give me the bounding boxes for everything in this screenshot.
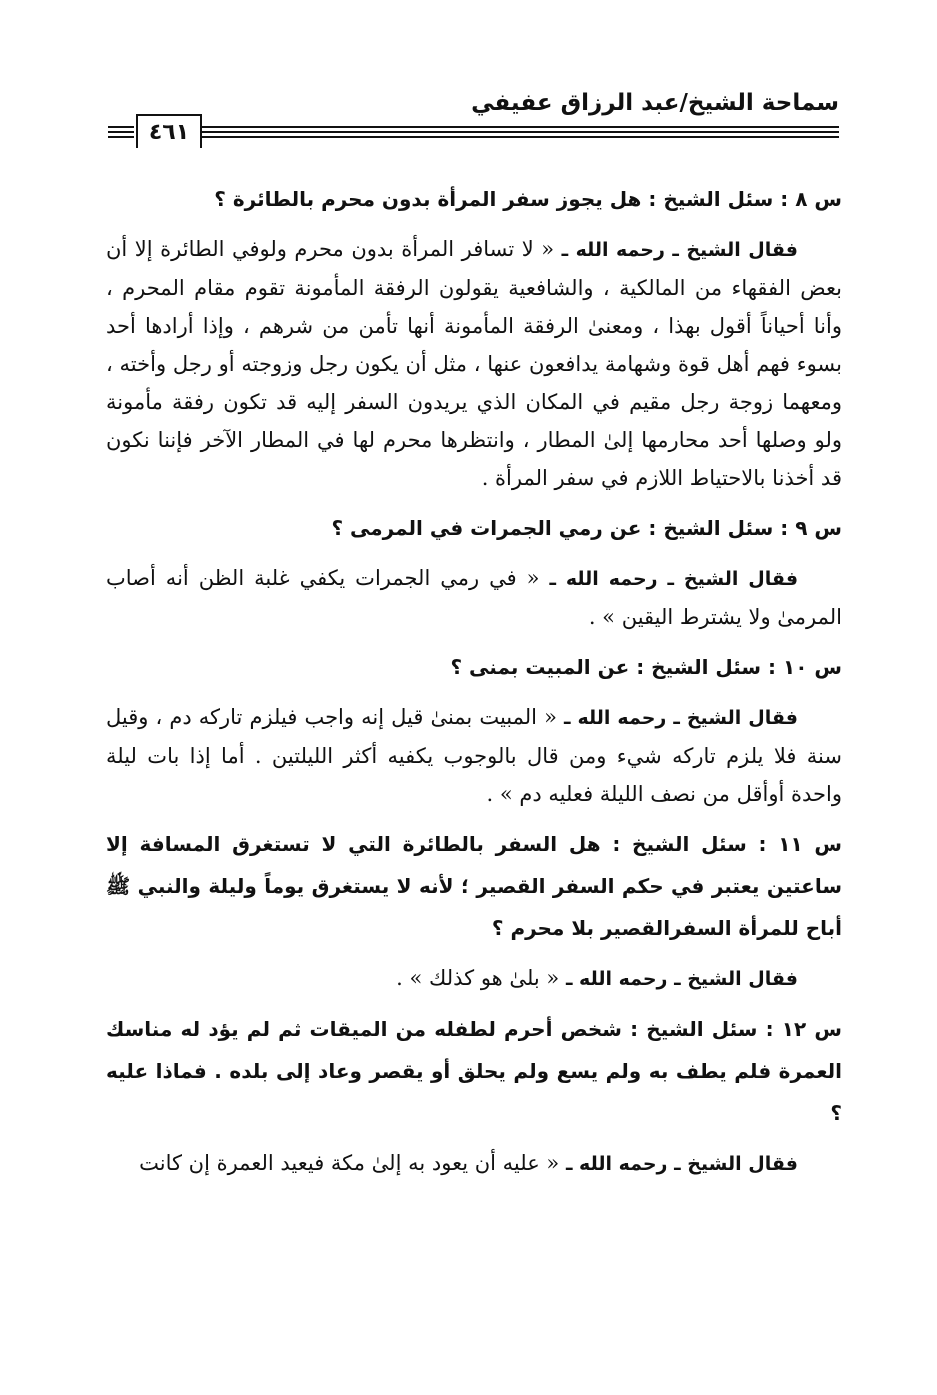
- answer-lead: فقال الشيخ ـ رحمه الله ـ: [561, 239, 798, 261]
- page-header: [108, 90, 839, 150]
- page-number: ٤٦١: [136, 114, 202, 148]
- answer-text: « لا تسافر المرأة بدون محرم ولوفي الطائرة إلا أن بعض الفقهاء من المالكية ، والشافعية يقولون الرفقة المأمونة تقوم مقام المحرم ، وأنا أحياناً أقول بهذا ، ومعنىٰ الرفقة المأمونة أنها تأمن من شرهم ، وإذا أرادها أحد بسوء فهم أهل قوة وشهامة يدافعون عنها ، مثل أن يكون رجل وزوجته أو رجل وأخته ، ومعهما زوجة رجل مقيم في المكان الذي يريدون السفر إليه قد تكون رفقة مأمونة ولو وصلها أحد محارمها إلىٰ المطار ، وانتظرها محرم لها في المطار الآخر فإننا نكون قد أخذنا بالاحتياط اللازم في سفر المرأة .: [106, 237, 842, 490]
- question-10: س ١٠ : سئل الشيخ : عن المبيت بمنى ؟: [450, 655, 842, 679]
- answer-8: [106, 230, 842, 497]
- question-11: س ١١ : سئل الشيخ : هل السفر بالطائرة التي لا تستغرق المسافة إلا ساعتين يعتبر في حكم السفر القصير ؛ لأنه لا يستغرق يوماً وليلة والنبي ﷺ أباح للمرأة السفرالقصير بلا محرم ؟: [106, 832, 843, 940]
- answer-lead: فقال الشيخ ـ رحمه الله ـ: [549, 568, 799, 590]
- answer-10: [106, 698, 842, 813]
- answer-11: [106, 959, 842, 998]
- question-8: س ٨ : سئل الشيخ : هل يجوز سفر المرأة بدون محرم بالطائرة ؟: [214, 187, 842, 211]
- question-12: س ١٢ : سئل الشيخ : شخص أحرم لطفله من الميقات ثم لم يؤد له مناسك العمرة فلم يطف به ولم يسع ولم يحلق أو يقصر وعاد إلى بلده . فماذا عليه ؟: [106, 1017, 842, 1125]
- answer-text: « بلىٰ هو كذلك » .: [396, 966, 560, 990]
- answer-9: [106, 559, 842, 636]
- answer-lead: فقال الشيخ ـ رحمه الله ـ: [564, 707, 799, 729]
- answer-12: [106, 1144, 842, 1183]
- answer-lead: فقال الشيخ ـ رحمه الله ـ: [565, 968, 798, 990]
- header-rule: [108, 120, 839, 145]
- running-title: سماحة الشيخ/عبد الرزاق عفيفي: [471, 90, 839, 116]
- question-9: س ٩ : سئل الشيخ : عن رمي الجمرات في المرمى ؟: [331, 516, 842, 540]
- page-body: [106, 172, 842, 1193]
- answer-lead: فقال الشيخ ـ رحمه الله ـ: [565, 1153, 798, 1175]
- answer-text: « عليه أن يعود به إلىٰ مكة فيعيد العمرة إن كانت: [139, 1151, 560, 1175]
- answer-text: « المبيت بمنىٰ قيل إنه واجب فيلزم تاركه دم ، وقيل سنة فلا يلزم تاركه شيء ومن قال بالوجوب يكفيه أكثر الليلتين . أما إذا بات ليلة واحدة أوأقل من نصف الليلة فعليه دم » .: [106, 705, 842, 806]
- answer-text: « في رمي الجمرات يكفي غلبة الظن أنه أصاب المرمىٰ ولا يشترط اليقين » .: [106, 566, 842, 629]
